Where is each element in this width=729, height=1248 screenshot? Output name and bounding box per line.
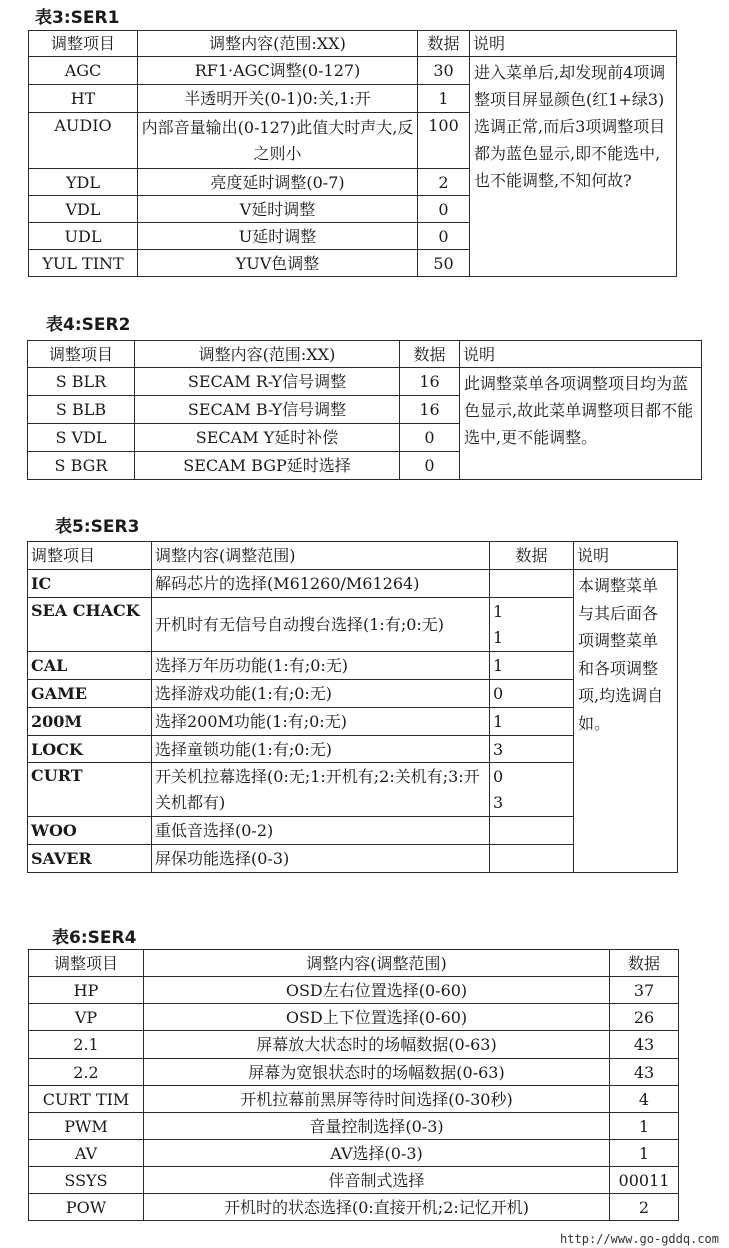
cell-value: 1: [490, 708, 574, 736]
cell-content: 内部音量输出(0-127)此值大时声大,反之则小: [138, 113, 418, 169]
header-value: 数据: [610, 950, 679, 977]
cell-item: WOO: [28, 817, 152, 845]
cell-content: 半透明开关(0-1)0:关,1:开: [138, 85, 418, 113]
table-row: [29, 1086, 679, 1113]
cell-value: 37: [610, 977, 679, 1004]
cell-item: YUL TINT: [29, 250, 138, 277]
header-item: 调整项目: [28, 542, 152, 570]
cell-content: RF1·AGC调整(0-127): [138, 57, 418, 85]
cell-content: 屏保功能选择(0-3): [152, 845, 490, 873]
cell-value: 2: [610, 1194, 679, 1221]
cell-content: 选择童锁功能(1:有;0:无): [152, 736, 490, 763]
cell-content: U延时调整: [138, 223, 418, 250]
cell-item: S BLB: [28, 396, 135, 424]
cell-item: VDL: [29, 196, 138, 223]
table-row: [29, 57, 677, 85]
header-content: 调整内容(调整范围): [144, 950, 610, 977]
cell-value: 30: [418, 57, 470, 85]
table-row: [29, 1194, 679, 1221]
cell-content: SECAM B-Y信号调整: [135, 396, 400, 424]
cell-value: 43: [610, 1059, 679, 1086]
cell-item: S VDL: [28, 424, 135, 452]
cell-content: 重低音选择(0-2): [152, 817, 490, 845]
header-value: 数据: [418, 31, 470, 57]
table-row: [28, 368, 702, 396]
cell-item: CURT: [28, 763, 152, 817]
cell-value: 1 1: [490, 598, 574, 652]
cell-item: GAME: [28, 680, 152, 708]
cell-value: 0 3: [490, 763, 574, 817]
cell-content: 解码芯片的选择(M61260/M61264): [152, 570, 490, 598]
table5: [27, 541, 678, 873]
table-row: [29, 1031, 679, 1059]
cell-value: 43: [610, 1031, 679, 1059]
table3-title: 表3:SER1: [35, 8, 120, 28]
cell-content: 开机时有无信号自动搜台选择(1:有;0:无): [152, 598, 490, 652]
cell-item: VP: [29, 1004, 144, 1031]
cell-content: V延时调整: [138, 196, 418, 223]
table-row: [29, 1113, 679, 1140]
cell-item: HP: [29, 977, 144, 1004]
cell-content: 开机时的状态选择(0:直接开机;2:记忆开机): [144, 1194, 610, 1221]
cell-content: SECAM R-Y信号调整: [135, 368, 400, 396]
table4-note: 此调整菜单各项调整项目均为蓝色显示,故此菜单调整项目都不能选中,更不能调整。: [460, 368, 702, 480]
table-row: [29, 1059, 679, 1086]
cell-content: OSD上下位置选择(0-60): [144, 1004, 610, 1031]
cell-value: 1: [418, 85, 470, 113]
table-row: [29, 1004, 679, 1031]
header-note: 说明: [460, 341, 702, 368]
cell-item: AUDIO: [29, 113, 138, 169]
cell-value: 1: [610, 1113, 679, 1140]
table-header-row: [28, 542, 678, 570]
cell-item: 200M: [28, 708, 152, 736]
cell-item: S BLR: [28, 368, 135, 396]
cell-content: AV选择(0-3): [144, 1140, 610, 1167]
cell-value: 0: [400, 452, 460, 480]
table4: [27, 340, 702, 480]
table-row: [29, 1140, 679, 1167]
cell-item: CURT TIM: [29, 1086, 144, 1113]
cell-content: 伴音制式选择: [144, 1167, 610, 1194]
header-content: 调整内容(范围:XX): [135, 341, 400, 368]
header-note: 说明: [574, 542, 678, 570]
cell-value: [490, 570, 574, 598]
cell-content: 屏幕放大状态时的场幅数据(0-63): [144, 1031, 610, 1059]
cell-item: UDL: [29, 223, 138, 250]
cell-value: 100: [418, 113, 470, 169]
cell-content: SECAM BGP延时选择: [135, 452, 400, 480]
cell-value: 0: [418, 196, 470, 223]
table4-title: 表4:SER2: [46, 315, 131, 335]
cell-value: 0: [490, 680, 574, 708]
table3: [28, 30, 677, 277]
cell-content: SECAM Y延时补偿: [135, 424, 400, 452]
cell-item: SSYS: [29, 1167, 144, 1194]
cell-item: PWM: [29, 1113, 144, 1140]
cell-item: AGC: [29, 57, 138, 85]
cell-item: SAVER: [28, 845, 152, 873]
cell-value: 16: [400, 368, 460, 396]
cell-item: S BGR: [28, 452, 135, 480]
table-row: [29, 977, 679, 1004]
cell-value: [490, 817, 574, 845]
table-header-row: [29, 950, 679, 977]
cell-item: CAL: [28, 652, 152, 680]
cell-content: 音量控制选择(0-3): [144, 1113, 610, 1140]
table3-note: 进入菜单后,却发现前4项调整项目屏显颜色(红1+绿3)选调正常,而后3项调整项目都为蓝色显示,即不能选中,也不能调整,不知何故?: [470, 57, 677, 277]
header-item: 调整项目: [28, 341, 135, 368]
table5-note: 本调整菜单与其后面各项调整菜单和各项调整项,均选调自如。: [574, 570, 678, 873]
cell-value: 16: [400, 396, 460, 424]
header-item: 调整项目: [29, 950, 144, 977]
cell-item: LOCK: [28, 736, 152, 763]
cell-value: 1: [610, 1140, 679, 1167]
cell-item: HT: [29, 85, 138, 113]
cell-item: IC: [28, 570, 152, 598]
header-value: 数据: [400, 341, 460, 368]
table6: [28, 949, 679, 1221]
cell-content: 选择200M功能(1:有;0:无): [152, 708, 490, 736]
table-header-row: [29, 31, 677, 57]
table6-title: 表6:SER4: [52, 928, 137, 948]
cell-value: 1: [490, 652, 574, 680]
cell-content: 开机拉幕前黑屏等待时间选择(0-30秒): [144, 1086, 610, 1113]
cell-item: 2.1: [29, 1031, 144, 1059]
cell-value: 0: [418, 223, 470, 250]
cell-content: 选择万年历功能(1:有;0:无): [152, 652, 490, 680]
table5-title: 表5:SER3: [55, 517, 140, 537]
table-header-row: [28, 341, 702, 368]
header-content: 调整内容(范围:XX): [138, 31, 418, 57]
header-content: 调整内容(调整范围): [152, 542, 490, 570]
cell-value: 2: [418, 169, 470, 196]
cell-content: 开关机拉幕选择(0:无;1:开机有;2:关机有;3:开关机都有): [152, 763, 490, 817]
cell-item: 2.2: [29, 1059, 144, 1086]
cell-value: [490, 845, 574, 873]
table-row: [28, 570, 678, 598]
cell-value: 00011: [610, 1167, 679, 1194]
cell-item: YDL: [29, 169, 138, 196]
cell-content: 屏幕为宽银状态时的场幅数据(0-63): [144, 1059, 610, 1086]
cell-value: 0: [400, 424, 460, 452]
cell-item: POW: [29, 1194, 144, 1221]
cell-content: YUV色调整: [138, 250, 418, 277]
cell-content: 亮度延时调整(0-7): [138, 169, 418, 196]
header-item: 调整项目: [29, 31, 138, 57]
cell-content: 选择游戏功能(1:有;0:无): [152, 680, 490, 708]
cell-item: SEA CHACK: [28, 598, 152, 652]
cell-value: 26: [610, 1004, 679, 1031]
header-value: 数据: [490, 542, 574, 570]
cell-value: 3: [490, 736, 574, 763]
cell-value: 50: [418, 250, 470, 277]
cell-value: 4: [610, 1086, 679, 1113]
table-row: [29, 1167, 679, 1194]
cell-content: OSD左右位置选择(0-60): [144, 977, 610, 1004]
watermark-url: http://www.go-gddq.com: [560, 1232, 719, 1246]
cell-item: AV: [29, 1140, 144, 1167]
header-note: 说明: [470, 31, 677, 57]
